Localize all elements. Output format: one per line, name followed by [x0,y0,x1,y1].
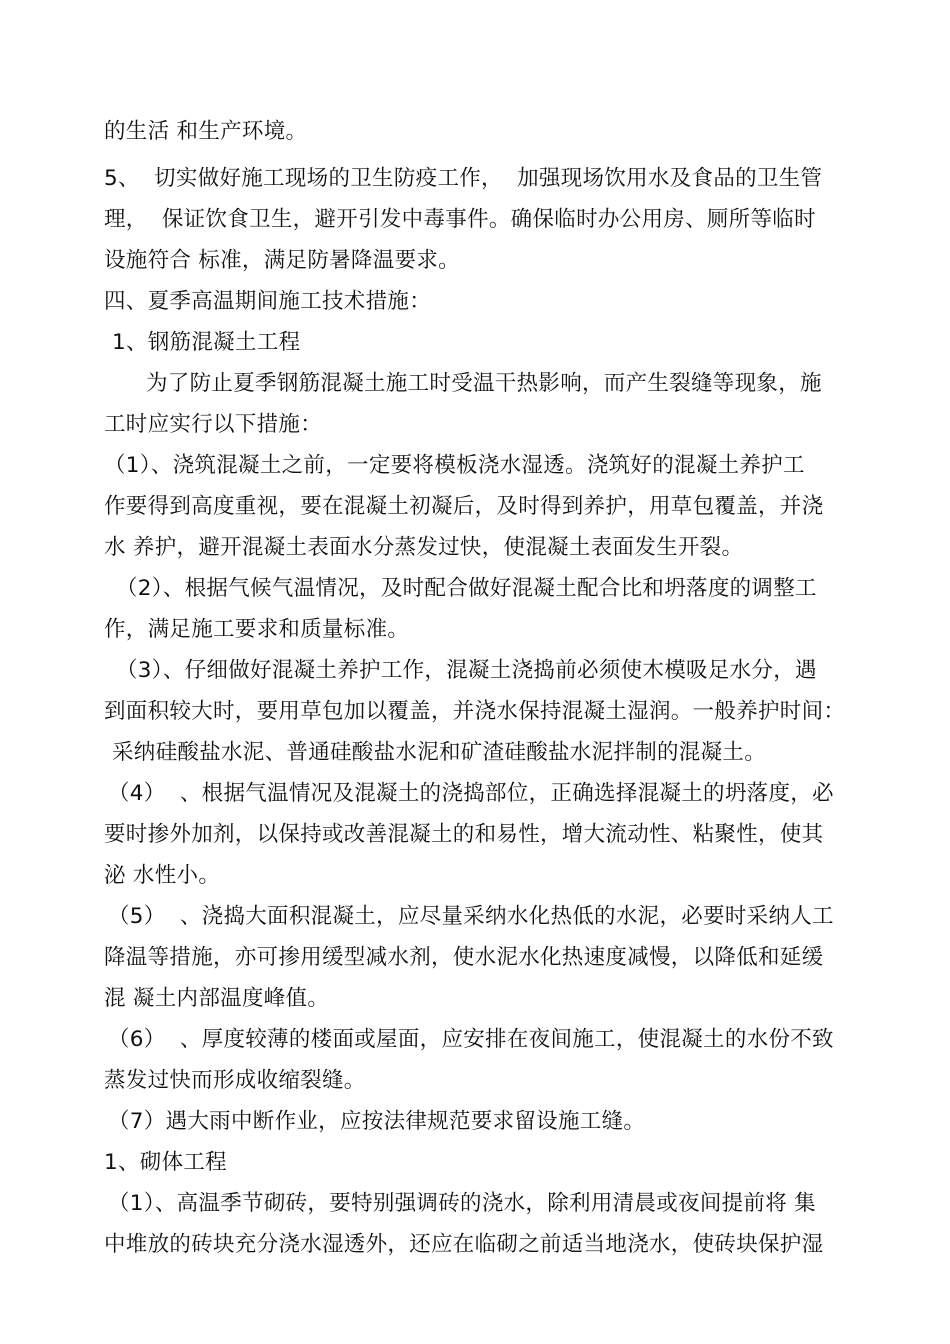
list-item-line: 作要得到高度重视，要在混凝土初凝后，及时得到养护，用草包覆盖，并浇 [104,494,824,519]
list-item-line: （7）遇大雨中断作业，应按法律规范要求留设施工缝。 [108,1109,646,1134]
list-item-line: （6） 、厚度较薄的楼面或屋面，应安排在夜间施工，使混凝土的水份不致 [108,1027,834,1052]
subsection-heading: 1、钢筋混凝土工程 [112,330,301,355]
paragraph-line: 工时应实行以下措施： [104,412,323,437]
list-item-line: 采纳硅酸盐水泥、普通硅酸盐水泥和矿渣硅酸盐水泥拌制的混凝土。 [112,740,767,765]
list-item-line: （1）、浇筑混凝土之前，一定要将模板浇水湿透。浇筑好的混凝土养护工 [104,453,805,478]
subsection-heading: 1、砌体工程 [104,1150,227,1175]
list-item-line: 作，满足施工要求和质量标准。 [104,617,410,642]
paragraph-line: 为了防止夏季钢筋混凝土施工时受温干热影响，而产生裂缝等现象，施 [146,371,822,396]
list-item-line: 到面积较大时，要用草包加以覆盖，并浇水保持混凝土湿润。一般养护时间： [104,699,846,724]
list-item-line: 水 养护，避开混凝土表面水分蒸发过快，使混凝土表面发生开裂。 [104,535,744,560]
paragraph-line: 5、 切实做好施工现场的卫生防疫工作， 加强现场饮用水及食品的卫生管 [104,166,823,191]
list-item-line: （4） 、根据气温情况及混凝土的浇捣部位，正确选择混凝土的坍落度，必 [108,781,834,806]
list-item-line: （5） 、浇捣大面积混凝土，应尽量采纳水化热低的水泥，必要时采纳人工 [108,904,834,929]
list-item-line: 混 凝土内部温度峰值。 [104,986,330,1011]
paragraph-line: 理， 保证饮食卫生，避开引发中毒事件。确保临时办公用房、厕所等临时 [104,207,816,232]
section-heading: 四、夏季高温期间施工技术措施： [104,289,432,314]
list-item-line: 降温等措施，亦可掺用缓型减水剂，使水泥水化热速度减慢，以降低和延缓 [104,945,824,970]
paragraph-line: 的生活 和生产环境。 [104,119,308,144]
list-item-line: （2）、根据气候气温情况，及时配合做好混凝土配合比和坍落度的调整工 [116,576,817,601]
list-item-line: 要时掺外加剂，以保持或改善混凝土的和易性，增大流动性、粘聚性，使其 [104,822,824,847]
list-item-line: （1）、高温季节砌砖，要特别强调砖的浇水，除利用清晨或夜间提前将 集 [108,1191,816,1216]
paragraph-line: 设施符合 标准，满足防暑降温要求。 [104,248,460,273]
list-item-line: 中堆放的砖块充分浇水湿透外，还应在临砌之前适当地浇水，使砖块保护湿 [104,1232,824,1257]
list-item-line: （3）、仔细做好混凝土养护工作，混凝土浇捣前必须使木模吸足水分，遇 [116,658,817,683]
list-item-line: 蒸发过快而形成收缩裂缝。 [104,1068,366,1093]
list-item-line: 泌 水性小。 [104,863,221,888]
